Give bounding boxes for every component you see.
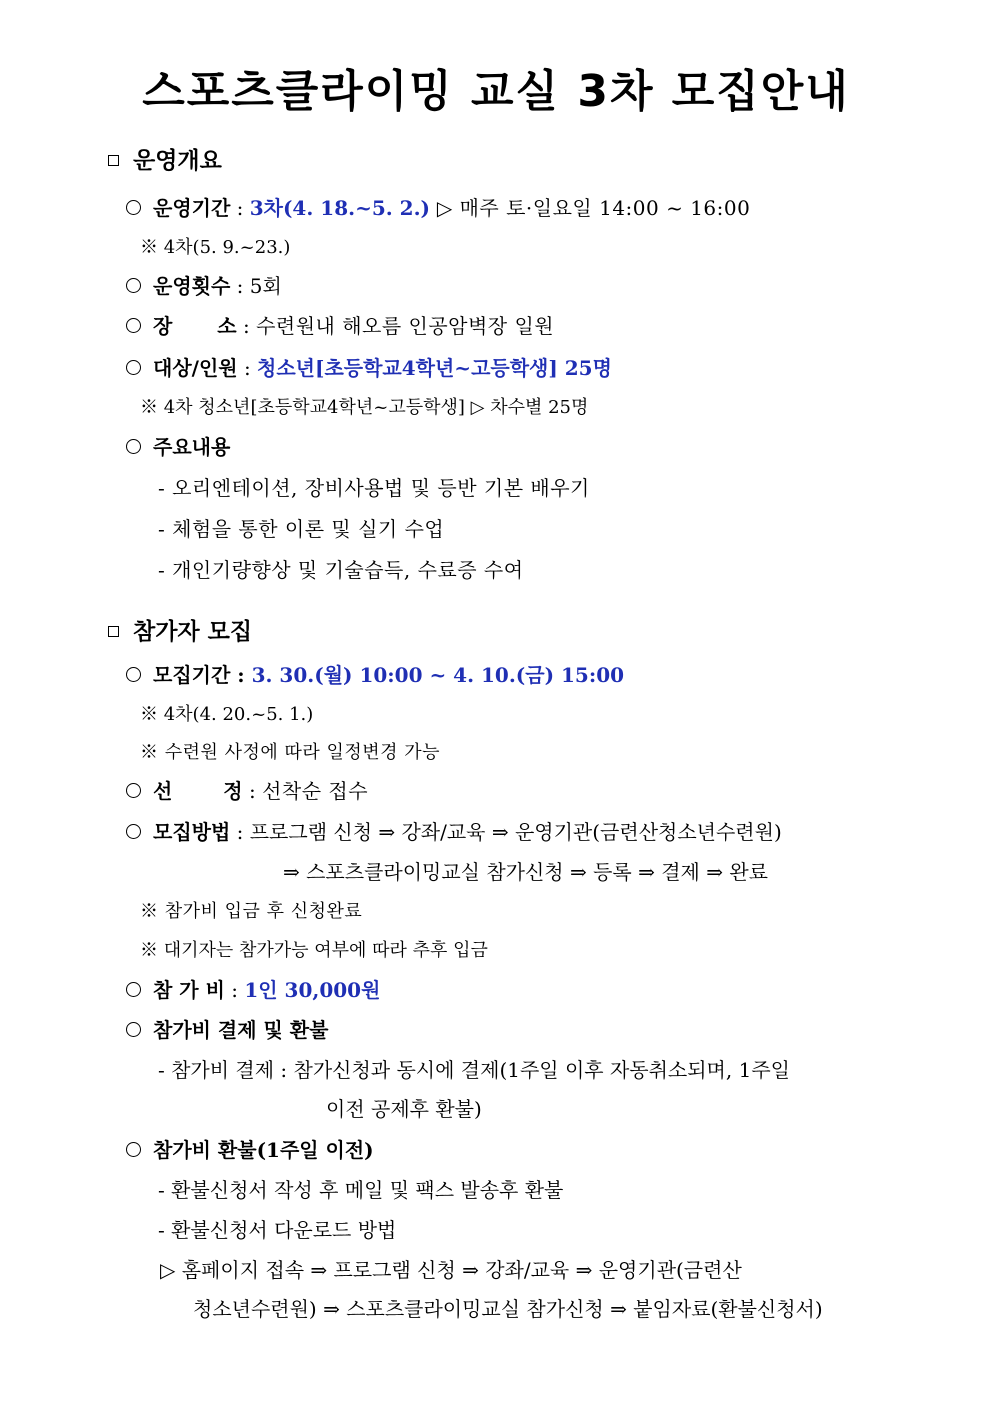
page-title: 스포츠클라이밍 교실 3차 모집안내 xyxy=(142,66,850,117)
circle-bullet-icon xyxy=(126,667,141,682)
circle-bullet-icon xyxy=(126,783,141,798)
circle-bullet-icon xyxy=(126,278,141,293)
refund-path: ▷ 홈페이지 접속 ⇒ 프로그램 신청 ⇒ 강좌/교육 ⇒ 운영기관(금련산 xyxy=(160,1258,742,1282)
recruit-selection: 선 정 : 선착순 접수 xyxy=(126,776,368,806)
recruit-method-cont: ⇒ 스포츠클라이밍교실 참가신청 ⇒ 등록 ⇒ 결제 ⇒ 완료 xyxy=(283,860,768,884)
list-item: - 환불신청서 작성 후 메일 및 팩스 발송후 환불 xyxy=(158,1178,564,1202)
list-item: - 체험을 통한 이론 및 실기 수업 xyxy=(158,517,445,541)
circle-bullet-icon xyxy=(126,1142,141,1157)
section-heading-recruitment: 참가자 모집 xyxy=(108,617,252,647)
circle-bullet-icon xyxy=(126,982,141,997)
recruit-period: 모집기간 : 3. 30.(월) 10:00 ~ 4. 10.(금) 15:00 xyxy=(126,660,624,690)
list-item: - 환불신청서 다운로드 방법 xyxy=(158,1218,397,1242)
recruit-refund: 참가비 환불(1주일 이전) xyxy=(126,1135,374,1165)
recruit-method-note: ※ 참가비 입금 후 신청완료 xyxy=(140,901,363,922)
overview-period-note: ※ 4차(5. 9.~23.) xyxy=(140,237,291,258)
circle-bullet-icon xyxy=(126,1022,141,1037)
list-item-cont: 이전 공제후 환불) xyxy=(326,1097,482,1121)
list-item: - 오리엔테이션, 장비사용법 및 등반 기본 배우기 xyxy=(158,476,590,500)
recruit-fee: 참 가 비 : 1인 30,000원 xyxy=(126,975,380,1005)
checkbox-square-icon xyxy=(108,626,119,637)
list-item: - 참가비 결제 : 참가신청과 동시에 결제(1주일 이후 자동취소되며, 1주일 xyxy=(158,1058,790,1082)
overview-place: 장 소 : 수련원내 해오름 인공암벽장 일원 xyxy=(126,311,554,341)
overview-target: 대상/인원 : 청소년[초등학교4학년~고등학생] 25명 xyxy=(126,353,612,383)
overview-content: 주요내용 xyxy=(126,432,230,462)
recruit-method-note: ※ 대기자는 참가가능 여부에 따라 추후 입금 xyxy=(140,940,488,961)
recruit-period-note: ※ 4차(4. 20.~5. 1.) xyxy=(140,704,314,725)
checkbox-square-icon xyxy=(108,155,119,166)
overview-count: 운영횟수 : 5회 xyxy=(126,271,282,301)
recruit-payment: 참가비 결제 및 환불 xyxy=(126,1015,328,1045)
overview-target-note: ※ 4차 청소년[초등학교4학년~고등학생] ▷ 차수별 25명 xyxy=(140,397,589,418)
overview-period: 운영기간 : 3차(4. 18.~5. 2.) ▷ 매주 토·일요일 14:00 ~ 16:00 xyxy=(126,193,750,223)
recruit-period-note: ※ 수련원 사정에 따라 일정변경 가능 xyxy=(140,742,441,763)
section-heading-overview: 운영개요 xyxy=(108,146,222,176)
circle-bullet-icon xyxy=(126,200,141,215)
circle-bullet-icon xyxy=(126,318,141,333)
circle-bullet-icon xyxy=(126,439,141,454)
list-item: - 개인기량향상 및 기술습득, 수료증 수여 xyxy=(158,558,524,582)
circle-bullet-icon xyxy=(126,824,141,839)
refund-path-cont: 청소년수련원) ⇒ 스포츠클라이밍교실 참가신청 ⇒ 붙임자료(환불신청서) xyxy=(193,1297,823,1321)
circle-bullet-icon xyxy=(126,360,141,375)
recruit-method: 모집방법 : 프로그램 신청 ⇒ 강좌/교육 ⇒ 운영기관(금련산청소년수련원) xyxy=(126,817,782,847)
